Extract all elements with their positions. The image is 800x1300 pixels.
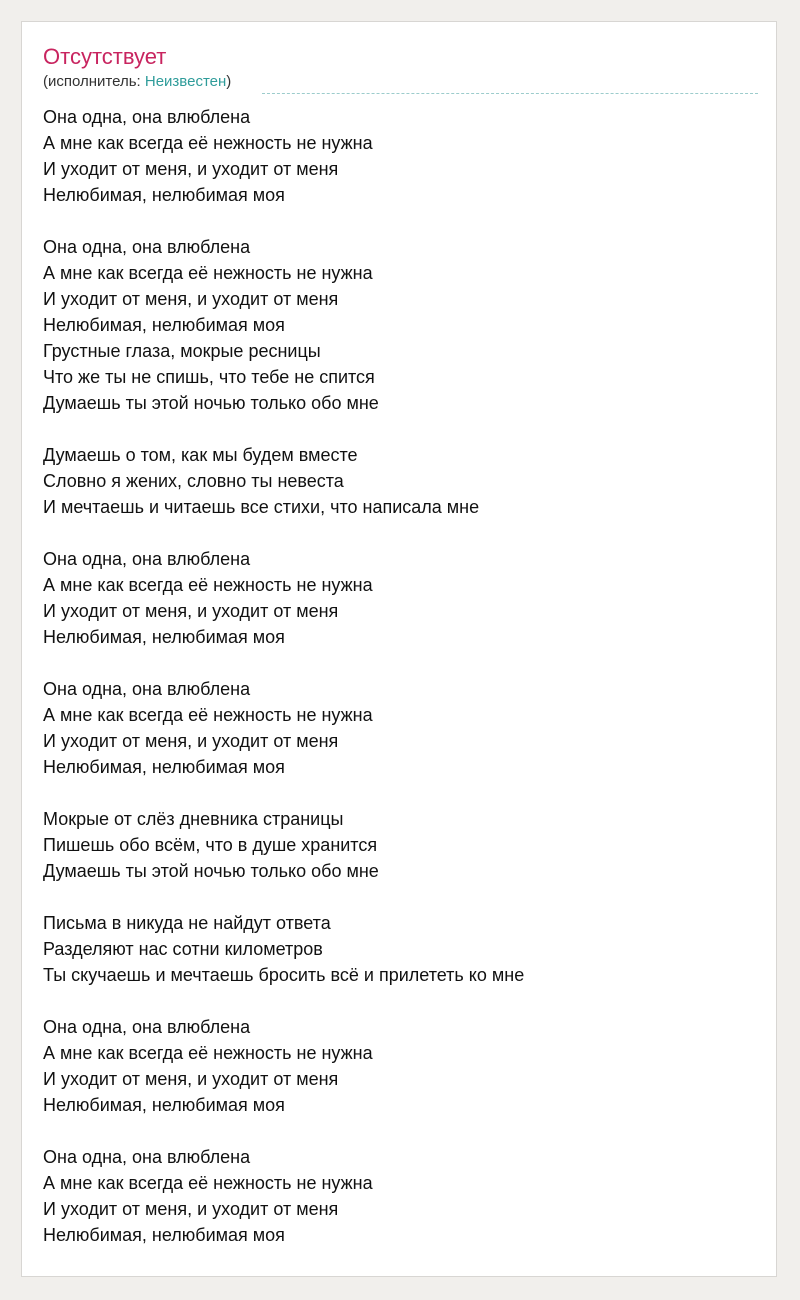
lyrics-line: Словно я жених, словно ты невеста (43, 471, 344, 491)
lyrics-line: Разделяют нас сотни километров (43, 939, 323, 959)
lyrics-line: А мне как всегда её нежность не нужна (43, 705, 373, 725)
lyrics-line: Пишешь обо всём, что в душе хранится (43, 835, 378, 855)
artist-link[interactable]: Неизвестен (144, 73, 227, 90)
lyrics-line: Нелюбимая, нелюбимая моя (43, 627, 285, 647)
lyrics-line: И уходит от меня, и уходит от меня (43, 159, 339, 179)
lyrics-line: И уходит от меня, и уходит от меня (43, 601, 339, 621)
lyrics-line: И уходит от меня, и уходит от меня (43, 289, 339, 309)
divider (262, 93, 758, 94)
lyrics-line: А мне как всегда её нежность не нужна (43, 263, 373, 283)
lyrics-line: А мне как всегда её нежность не нужна (43, 1043, 373, 1063)
lyrics-line: Нелюбимая, нелюбимая моя (43, 185, 285, 205)
lyrics-line: Грустные глаза, мокрые ресницы (43, 341, 321, 361)
lyrics-line: Нелюбимая, нелюбимая моя (43, 1095, 285, 1115)
lyrics-line: Нелюбимая, нелюбимая моя (43, 757, 285, 777)
lyrics-line: Мокрые от слёз дневника страницы (43, 809, 344, 829)
lyrics-line: Она одна, она влюблена (43, 107, 251, 127)
lyrics-card (21, 21, 777, 1277)
lyrics-stanza (43, 806, 524, 884)
lyrics-line: Она одна, она влюблена (43, 679, 251, 699)
lyrics-line: Письма в никуда не найдут ответа (43, 913, 331, 933)
lyrics-line: Нелюбимая, нелюбимая моя (43, 1225, 285, 1245)
lyrics-line: Ты скучаешь и мечтаешь бросить всё и прилететь ко мне (43, 965, 525, 985)
lyrics-line: Она одна, она влюблена (43, 549, 251, 569)
artist-prefix: (исполнитель: (43, 73, 145, 90)
lyrics-stanza (43, 234, 524, 416)
lyrics-line: Она одна, она влюблена (43, 237, 251, 257)
artist-suffix: ) (226, 73, 232, 90)
lyrics-stanza (43, 1014, 524, 1118)
lyrics-line: Что же ты не спишь, что тебе не спится (43, 367, 375, 387)
lyrics-line: Нелюбимая, нелюбимая моя (43, 315, 285, 335)
artist-line (43, 73, 231, 91)
lyrics-line: И уходит от меня, и уходит от меня (43, 731, 339, 751)
lyrics-line: Думаешь о том, как мы будем вместе (43, 445, 358, 465)
lyrics-line: Думаешь ты этой ночью только обо мне (43, 393, 379, 413)
lyrics-line: Она одна, она влюблена (43, 1017, 251, 1037)
lyrics-line: Думаешь ты этой ночью только обо мне (43, 861, 379, 881)
lyrics-stanza (43, 546, 524, 650)
lyrics-line: И уходит от меня, и уходит от меня (43, 1069, 339, 1089)
lyrics-stanza (43, 104, 524, 208)
lyrics-text (43, 104, 524, 1248)
lyrics-stanza (43, 442, 524, 520)
song-title: Отсутствует (43, 44, 167, 69)
lyrics-line: А мне как всегда её нежность не нужна (43, 575, 373, 595)
lyrics-line: И мечтаешь и читаешь все стихи, что написала мне (43, 497, 480, 517)
lyrics-stanza (43, 1144, 524, 1248)
lyrics-stanza (43, 676, 524, 780)
lyrics-line: И уходит от меня, и уходит от меня (43, 1199, 339, 1219)
lyrics-line: А мне как всегда её нежность не нужна (43, 1173, 373, 1193)
lyrics-line: Она одна, она влюблена (43, 1147, 251, 1167)
lyrics-line: А мне как всегда её нежность не нужна (43, 133, 373, 153)
lyrics-stanza (43, 910, 524, 988)
